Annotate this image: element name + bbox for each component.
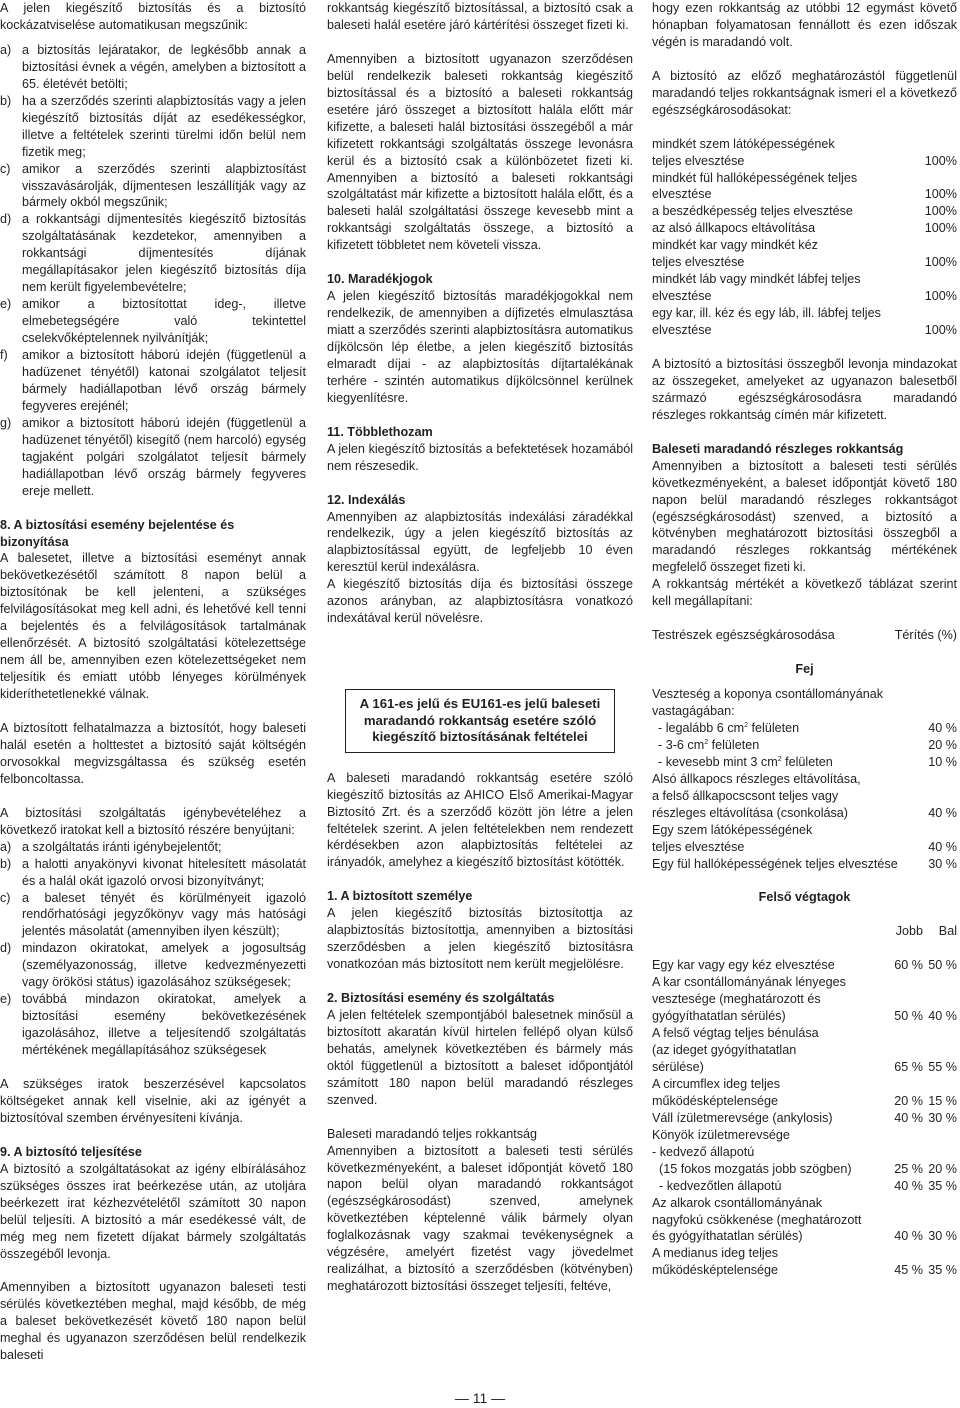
list-letter: g) [0,415,12,430]
limb-row-text: - kedvező állapotú [652,1144,755,1159]
limb-row [652,1178,957,1195]
right-value: 40 % [894,1178,923,1193]
limb-row-text: nagyfokú csökkenése (meghatározott [652,1212,862,1227]
eye-line-1: Egy szem látóképességének [652,822,813,837]
table-row [652,254,957,271]
left-value: 40 % [928,1009,957,1024]
supplement-title-box: A 161-es jelű és EU161-es jelű baleseti maradandó rokkantság esetére szóló kiegészítő biztosításának feltételei [345,689,615,753]
list-item [0,42,306,93]
list-item [0,347,306,415]
supplement-intro: A baleseti maradandó rokkantság esetére szóló kiegészítő biztosítás az AHICO Első Amerikai-Magyar Biztosító Zrt. és a szerződő között jön létre a jelen feltételek szerint. A jelen feltételekben nem rendezett kérdésekben azon alapbiztosítás feltételei az irányadók, amelyhez a kiegészítő biztosítást kötötték. [327,770,633,870]
list-letter: a) [0,42,12,57]
table-row [652,203,957,220]
limb-row-text: (15 fokos mozgatás jobb szögben) [652,1161,852,1176]
col3-para-1: hogy ezen rokkantság az utóbbi 12 egymást követő hónapban folyamatosan fennállott és ezen időszak végén is maradandó volt. [652,1,957,49]
insured-person-para: A jelen kiegészítő biztosítás biztosítottja az alapbiztosítás biztosítottja, amennyiben a biztosítási szerződésben a jelen kiegészítő biztosításra vonatkozóan más biztosított nem került megjelölésre. [327,906,633,972]
section-11-para: A jelen kiegészítő biztosítás a befektetések hozamából nem részesedik. [327,441,633,473]
eye-row: teljes elvesztése 40 % [652,839,957,854]
limb-row [652,1059,957,1076]
column-2 [327,0,633,1295]
col3-para-2: A biztosító az előző meghatározástól függetlenül maradandó teljes rokkantságnak ismeri el a következő egészségkárosodásokat: [652,68,957,117]
list-item [0,211,306,296]
jaw-row: részleges eltávolítása (csonkolása) 40 % [652,805,957,820]
section-11-heading: 11. Többlethozam [327,424,433,439]
table-row-value: 100% [924,204,957,219]
right-value: 50 % [894,1009,923,1024]
list-text: ha a szerződés szerinti alapbiztosítás vagy a jelen kiegészítő biztosítás díját az esedékességkor, illetve a feltételek szerinti türelmi időn belül nem fizetik meg; [22,93,306,159]
list-text: továbbá mindazon okiratokat, amelyek a biztosítási esemény bekövetkezésének igazolásához, illetve a teljesítendő szolgáltatás mértékének megállapításához szükségesek [22,992,306,1058]
table-row [652,186,957,203]
head-skull-intro: Veszteség a koponya csontállományának vastagágában: [652,687,884,718]
skull-row-value: 20 % [928,737,957,752]
list-item [0,415,306,500]
skull-row [652,737,957,754]
list-item [0,940,306,991]
table-row-label: mindkét kar vagy mindkét kéz [652,238,818,253]
limb-row-text: (az ideget gyógyíthatatlan [652,1043,797,1057]
section-12-para-2: A kiegészítő biztosítás díja és biztosítási összege azonos arányban, az alapbiztosításra vonatkozó indexátával kerül növelésre. [327,577,633,626]
limb-row-values [889,957,957,974]
section-12-para-1: Amennyiben az alapbiztosítás indexálási záradékkal rendelkezik, úgy a jelen kiegészítő biztosítás az alapbiztosítással együtt, de legfeljebb 10 éven keresztül kerül indexálásra. [327,509,633,575]
limb-row-text: A circumflex ideg teljes [652,1076,781,1091]
table-row-label: elvesztése [652,187,712,202]
limb-row-text: Könyök ízületmerevsége [652,1127,790,1142]
section-8-heading: 8. A biztosítási esemény bejelentése és bizonyítása [0,517,235,549]
skull-row-value: 40 % [928,720,957,735]
partial-disability-para: Amennyiben a biztosított a baleseti testi sérülés következményeként, a baleset időpontját követő 180 napon belül maradandó részleges rokkantságot (egészségkárosodást) szenved, a biztosító a kötvényben meghatározott biztosítási összegből a maradandó részleges rokkantság mértékének megfelelő összeget fizeti ki. [652,458,957,575]
jaw-line-2: a felső állkapocscsont teljes vagy [652,788,839,803]
section-8-para-3: A biztosítási szolgáltatás igénybevételéhez a következő iratokat kell a biztosító részére benyújtani: [0,805,306,837]
section-10-heading: 10. Maradékjogok [327,272,433,287]
limb-row [652,1110,957,1127]
list-letter: b) [0,93,12,108]
list-letter: e) [0,992,12,1007]
table-row [652,220,957,237]
list-text: amikor a biztosított háború idején (függetlenül a hadüzenet tényétől) kisegítő (nem harcoló) egység tagjaként polgári szolgálatot teljesít bármely hadiállapotban lévő ország bármely fegyveres ereje mellett. [22,415,306,498]
right-value: 20 % [894,1093,923,1108]
section-9-para-1: A biztosító a szolgáltatásokat az igény elbírálásához szükséges összes irat beérkezése után, az utoljára beérkezett irat kézhezvételétől számított 30 napon belül teljesíti. A biztosító a már esedékessé vált, de még meg nem fizetett díjakat bármely szolgáltatás összegéből levonja. [0,1161,306,1261]
skull-row-label: - kevesebb mint 3 $cm^2$ felületen [658,754,833,769]
left-value: 55 % [928,1059,957,1074]
list-item [0,856,306,890]
limb-row [652,1161,957,1178]
section-9-para-2: Amennyiben a biztosított ugyanazon baleseti testi sérülés következtében meghal, majd később, de még a baleset bekövetkezését követő 180 napon belül meghal és ugyanazon szerződésen belül rendelkezik baleseti [0,1280,306,1363]
column-1 [0,0,306,1364]
limb-row-text: Az alkarok csontállományának [652,1195,823,1210]
left-value: 35 % [928,1178,957,1193]
table-row-value: 100% [924,255,957,270]
limb-row-values [889,1008,957,1025]
limb-row [652,1093,957,1110]
list-item [0,93,306,161]
table-row [652,322,957,339]
table-row-label: teljes elvesztése [652,153,745,168]
total-disability-para: Amennyiben a biztosított a baleseti testi sérülés következményeként, a baleset időpontját követő 180 napon belül olyan maradandó rokkantságot (egészségkárosodást) szenved, amelynek következtében képtelenné válik bármely olyan foglalkozásnak vagy szakmai tevékenységnek a végzésére, amelyért fizetést vagy jövedelmet realizálhat, a biztosító a szerződésben (kötvényben) meghatározott biztosítási összeget teljesíti, feltéve, [327,1143,633,1294]
limb-row [652,1228,957,1245]
right-value: 25 % [894,1161,923,1176]
ear-row: Egy fül hallóképességének teljes elvesztése 30 % [652,856,957,871]
limb-row-values [889,1262,957,1279]
limb-row-text: gyógyíthatatlan sérülés) [652,1009,786,1024]
skull-row-label: - legalább 6 $cm^2$ felületen [658,720,800,735]
list-text: a biztosítás lejáratakor, de legkésőbb annak a biztosítási évnek a végén, amelyben a biztosított a 65. életévét betölti; [22,42,306,91]
limb-row [652,957,957,974]
section-9-heading: 9. A biztosító teljesítése [0,1144,142,1159]
table-row-label: teljes elvesztése [652,255,745,270]
section-8-para-2: A biztosított felhatalmazza a biztosítót, hogy baleseti halál esetén a holttestet a biztosító saját költségén orvosokkal megvizsgáltassa és szükség esetén felboncoltassa. [0,721,306,786]
limb-row-text: és gyógyíthatatlan sérülés) [652,1229,803,1244]
header-compensation: Térítés (%) [894,628,957,643]
right-value: 60 % [894,958,923,973]
list-text: amikor a biztosított háború idején (függetlenül a hadüzenet tényétől) katonai szolgálatot teljesít bármely hadiállapotban lévő ország bármely fegyveres erejénél; [22,348,306,413]
limb-row-text: működésképtelensége [652,1093,779,1108]
total-disability-subheading: Baleseti maradandó teljes rokkantság [327,1126,538,1141]
table-row-value: 100% [924,221,957,236]
table-row-label: elvesztése [652,323,712,338]
skull-rows [652,720,957,771]
skull-row-value: 10 % [928,754,957,769]
head-section-title: Fej [795,662,814,677]
list-letter: d) [0,212,12,227]
limb-row-values [889,1093,957,1110]
left-value: 20 % [928,1161,957,1176]
limb-side-header [652,923,957,940]
left-value: 30 % [928,1110,957,1125]
left-side-label: Bal [938,924,957,939]
list-text: a szolgáltatás iránti igénybejelentőt; [22,839,222,854]
table-row-label: elvesztése [652,289,712,304]
limb-row-values [889,1161,957,1178]
right-side-label: Jobb [895,924,923,939]
table-row-value: 100% [924,153,957,168]
right-value: 40 % [894,1110,923,1125]
list-text: a baleset tényét és körülményeit igazoló rendőrhatósági jegyzőkönyv vagy más hatósági jelentés másolatát (amennyiben ilyen készült); [22,890,306,939]
left-value: 15 % [928,1093,957,1108]
limb-row-values [889,1178,957,1195]
skull-row [652,720,957,737]
insured-event-heading: 2. Biztosítási esemény és szolgáltatás [327,991,555,1005]
list-text: amikor a szerződés szerinti alapbiztosítást visszavásárolják, díjmentesen leszállítják vagy az bármely okból megszűnik; [22,161,306,210]
section-8-para-4: A szükséges iratok beszerzésével kapcsolatos költségeket annak kell viselnie, aki az igényét a biztosítóval szemben érvényesíteni kívánja. [0,1076,306,1125]
skull-row-label: - 3-6 $cm^2$ felületen [658,737,760,752]
list-letter: c) [0,890,11,905]
list-letter: f) [0,348,8,363]
limb-row-text: Egy kar vagy egy kéz elvesztése [652,958,835,973]
table-row-value: 100% [924,289,957,304]
limb-row-values [889,1059,957,1076]
partial-disability-table-intro: A rokkantság mértékét a következő táblázat szerint kell megállapítani: [652,577,957,609]
skull-row [652,754,957,771]
termination-list [0,42,306,500]
table-row [652,288,957,305]
termination-intro: A jelen kiegészítő biztosítás és a biztosító kockázatviselése automatikusan megszűnik: [0,1,306,32]
table-row-label: a beszédképesség teljes elvesztése [652,204,853,219]
list-letter: e) [0,297,12,312]
col3-para-3: A biztosító a biztosítási összegből levonja mindazokat az összegeket, amelyeket az ugyanazon balesetből származó egészségkárosodásra maradandó részleges rokkantság címén már kifizetett. [652,356,957,422]
list-item [0,161,306,212]
list-letter: a) [0,839,12,854]
limb-row [652,1008,957,1025]
limb-row-values [889,1110,957,1127]
limb-row-text: - kedvezőtlen állapotú [652,1178,782,1193]
left-value: 50 % [928,958,957,973]
table-row-value: 100% [924,187,957,202]
section-10-para: A jelen kiegészítő biztosítás maradékjogokkal nem rendelkezik, de amennyiben a díjfizetés elmulasztása miatt a szerződés szerinti alapbiztosításra automatikus díjkölcsön lép életbe, a jelen kiegészítő biztosítás elmaradt díjai - az alapbiztosítás díjtartalékának terhére - szintén automatikus díjkölcsönnel kerülnek kiegyenlítésre. [327,289,633,405]
insured-event-para: A jelen feltételek szempontjából balesetnek minősül a biztosított akaratán kívül hirtelen fellépő olyan külső behatás, amelynek következtében és bármely más októl függetlenül a biztosított a baleset időpontjától számított 180 napon belül maradandó részleges szenved. [327,1007,633,1107]
limb-row-text: vesztesége (meghatározott és [652,992,821,1007]
table-row [652,153,957,170]
limb-row-values [889,1228,957,1245]
col2-para-1: rokkantság kiegészítő biztosítással, a biztosító csak a baleseti halál esetére járó kártérítési összeget fizeti ki. [327,1,633,32]
list-letter: d) [0,941,12,956]
insured-person-heading: 1. A biztosított személye [327,889,473,904]
total-disability-table [652,136,957,339]
right-value: 65 % [894,1059,923,1074]
column-3 [652,0,957,1279]
list-item [0,890,306,941]
col2-para-2: Amennyiben a biztosított ugyanazon szerződésen belül rendelkezik baleseti rokkantság kiegészítő biztosítással és a biztosító a baleseti rokkantság esetére járó összeget a biztosított halála előtt már kifizette, a baleseti halál biztosítási összegéből a már kifizetett rokkantsági szolgáltatás összege levonásra kerül és a biztosító csak a különbözetet fizeti ki. Amennyiben a biztosító a baleseti rokkantsági szolgáltatást már kifizette a biztosított halála előtt, és a baleseti halál szolgáltatási összege kevesebb mint a rokkantsági szolgáltatás összege, a biztosító a kifizetett többletet nem követeli vissza. [327,51,633,253]
limb-row-text: A medianus ideg teljes [652,1246,779,1261]
table-row-value: 100% [924,323,957,338]
list-item [0,991,306,1059]
limb-row-text: A felső végtag teljes bénulása [652,1026,819,1041]
list-letter: c) [0,161,11,176]
limb-row [652,1262,957,1279]
left-value: 35 % [928,1263,957,1278]
limb-row-text: működésképtelensége [652,1263,779,1278]
partial-disability-heading: Baleseti maradandó részleges rokkantság [652,441,904,456]
table-row-label: mindkét szem látóképességének [652,136,835,151]
list-text: a halotti anyakönyvi kivonat hitelesített másolatát és a halál okát igazoló orvosi bizonyítványt; [22,856,306,888]
table-row-label: egy kar, ill. kéz és egy láb, ill. lábfej teljes [652,306,881,321]
table-row-label: mindkét láb vagy mindkét lábfej teljes [652,272,861,287]
jaw-line-1: Alsó állkapocs részleges eltávolítása, [652,771,861,786]
upper-limbs-title: Felső végtagok [758,890,851,905]
partial-table-header [652,627,957,644]
left-value: 30 % [928,1229,957,1244]
limb-row-text: A kar csontállományának lényeges [652,975,846,990]
right-value: 40 % [894,1229,923,1244]
table-row-label: az alsó állkapocs eltávolítása [652,221,816,236]
list-letter: b) [0,856,12,871]
header-body-parts: Testrészek egészségkárosodása [652,628,835,643]
limb-row-text: Váll ízületmerevsége (ankylosis) [652,1110,833,1125]
section-12-heading: 12. Indexálás [327,492,406,507]
table-row-label: mindkét fül hallóképességének teljes [652,170,858,185]
right-value: 45 % [894,1263,923,1278]
list-item [0,296,306,347]
section-8-para-1: A balesetet, illetve a biztosítási eseményt annak bekövetkezésétől számított 8 napon belül a biztosítónak be kell jelenteni, a szükséges felvilágosításokat meg kell adni, és lehetővé kell tenni a bejelentés és a felvilágosítások tartalmának ellenőrzését. A biztosító szolgáltatási kötelezettsége nem áll be, amennyiben ezen kötelezettségeket nem teljesítik és emiatt utóbb lényeges körülmények kideríthetetlenekké válnak. [0,551,306,702]
list-item [0,839,306,856]
page-number: — 11 — [454,1390,506,1406]
documents-list [0,839,306,1059]
list-text: a rokkantsági díjmentesítés kiegészítő biztosítás szolgáltatásának kezdetekor, amennyiben a rokkantsági díjmentesítés díjának megállapításakor jelen kiegészítő biztosítás díja nem került figyelembevételre; [22,212,306,295]
upper-limb-rows [652,957,957,1279]
list-text: amikor a biztosítottat ideg-, illetve elmebetegségére való tekintettel cselekvőképtelennek nyilvánítják; [22,297,306,346]
limb-row-text: sérülése) [652,1059,704,1074]
list-text: mindazon okiratokat, amelyek a jogosultság (személyazonosság, illetve kedvezményezetti vagy örökösi státus) igazolásához szükségesek; [22,941,306,990]
